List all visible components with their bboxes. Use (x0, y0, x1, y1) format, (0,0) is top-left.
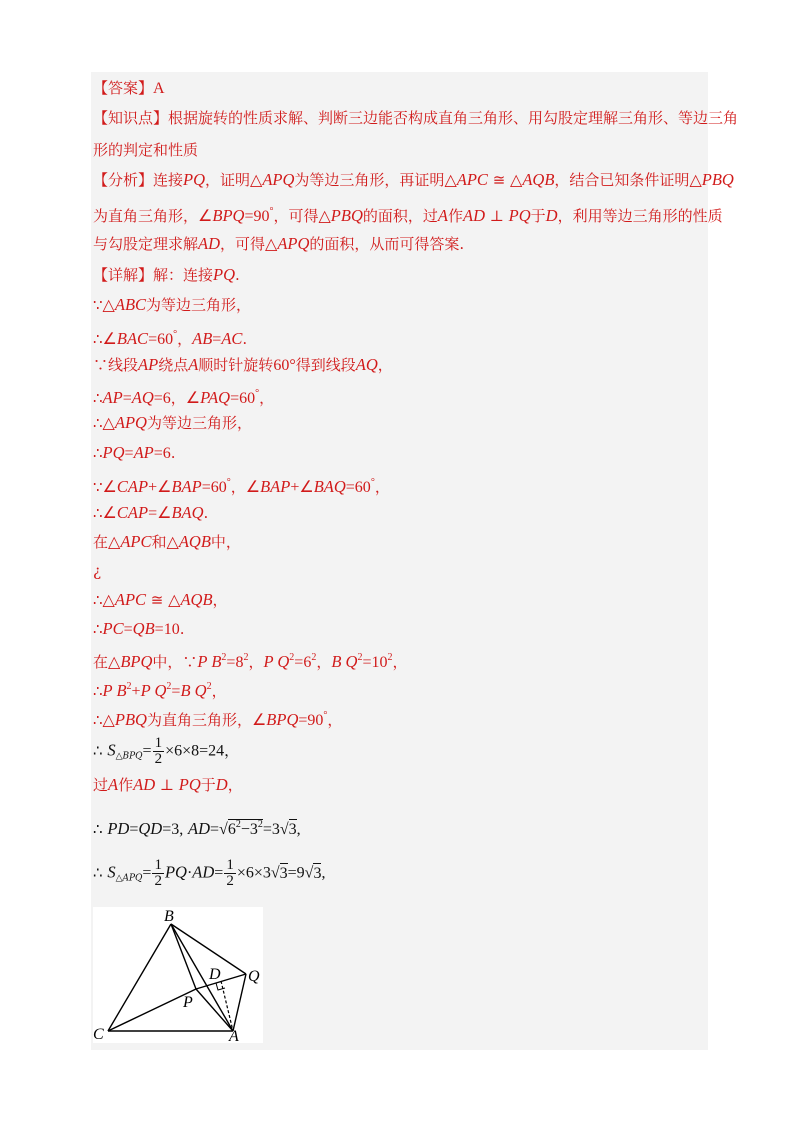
detail-line-1: 【详解】解：连接PQ. (93, 265, 240, 284)
detail-line-6: ∴△APQ为等边三角形， (93, 413, 252, 432)
label-q: Q (248, 968, 260, 985)
knowledge-line-2: 形的判定和性质 (93, 141, 199, 159)
detail-line-12: ∴△APC ≅ △AQB， (93, 590, 228, 609)
detail-line-10: 在△APC和△AQB中， (93, 532, 241, 551)
area-bpq-line: ∴ $S_{\triangle BPQ}=$ $\frac{1}{2}$ ×6×8=24， (93, 735, 240, 767)
detail-line-9: ∴∠CAP=∠BAQ. (93, 503, 209, 522)
pd-qd-line: ∴ PD=QD=3, $AD=√6^2-3^2=3√3$, (93, 819, 301, 838)
label-c: C (93, 1026, 104, 1043)
geometry-figure (93, 907, 263, 1043)
label-p: P (183, 994, 193, 1011)
detail-line-14: 在△BPQ中，∵P $B^2=8^2$，P $Q^2=6^2$，B $Q^2=10^2$， (93, 652, 408, 671)
detail-line-13: ∴PC=QB=10. (93, 619, 185, 638)
detail-line-8: ∵∠CAP+∠BAP=60°，∠BAP+∠BAQ=60°， (93, 477, 390, 496)
detail-line-3: ∴∠BAC=60°，AB=AC. (93, 329, 248, 348)
analysis-line-2: 为直角三角形，∠BPQ=90°，可得△PBQ的面积，过A作AD ⊥ PQ于D，利用等边三角形的性质 (93, 206, 723, 225)
detail-line-17: 过A作AD ⊥ PQ于D， (93, 775, 243, 794)
figure-background (93, 907, 263, 1043)
answer-line: 【答案】A (93, 79, 165, 97)
label-d: D (209, 966, 221, 983)
label-b: B (164, 908, 174, 925)
detail-line-16: ∴△PBQ为直角三角形，∠BPQ=90°， (93, 710, 343, 729)
knowledge-line-1: 【知识点】根据旋转的性质求解、判断三边能否构成直角三角形、用勾股定理解三角形、等边三角 (93, 109, 739, 127)
detail-line-2: ∵△ABC为等边三角形， (93, 295, 252, 314)
detail-line-5: ∴AP=AQ=6，∠PAQ=60°， (93, 388, 275, 407)
detail-line-4: ∵线段AP绕点A顺时针旋转60°得到线段AQ， (93, 355, 393, 374)
analysis-line-1: 【分析】连接PQ，证明△APQ为等边三角形，再证明△APC ≅ △AQB，结合已知条件证明△PBQ (93, 170, 734, 189)
analysis-line-3: 与勾股定理求解AD，可得△APQ的面积，从而可得答案. (93, 234, 465, 253)
label-a: A (229, 1028, 239, 1043)
area-apq-line: ∴ $S_{\triangle APQ}=$ $\frac{1}{2}$ PQ·AD= $\frac{1}{2}$ ×6×3√3=9√3, (93, 857, 326, 889)
detail-line-11: ¿ (93, 562, 102, 580)
detail-line-15: ∴P $B^2+P$ $Q^2=B$ $Q^2$， (93, 681, 227, 700)
detail-line-7: ∴PQ=AP=6. (93, 443, 176, 462)
